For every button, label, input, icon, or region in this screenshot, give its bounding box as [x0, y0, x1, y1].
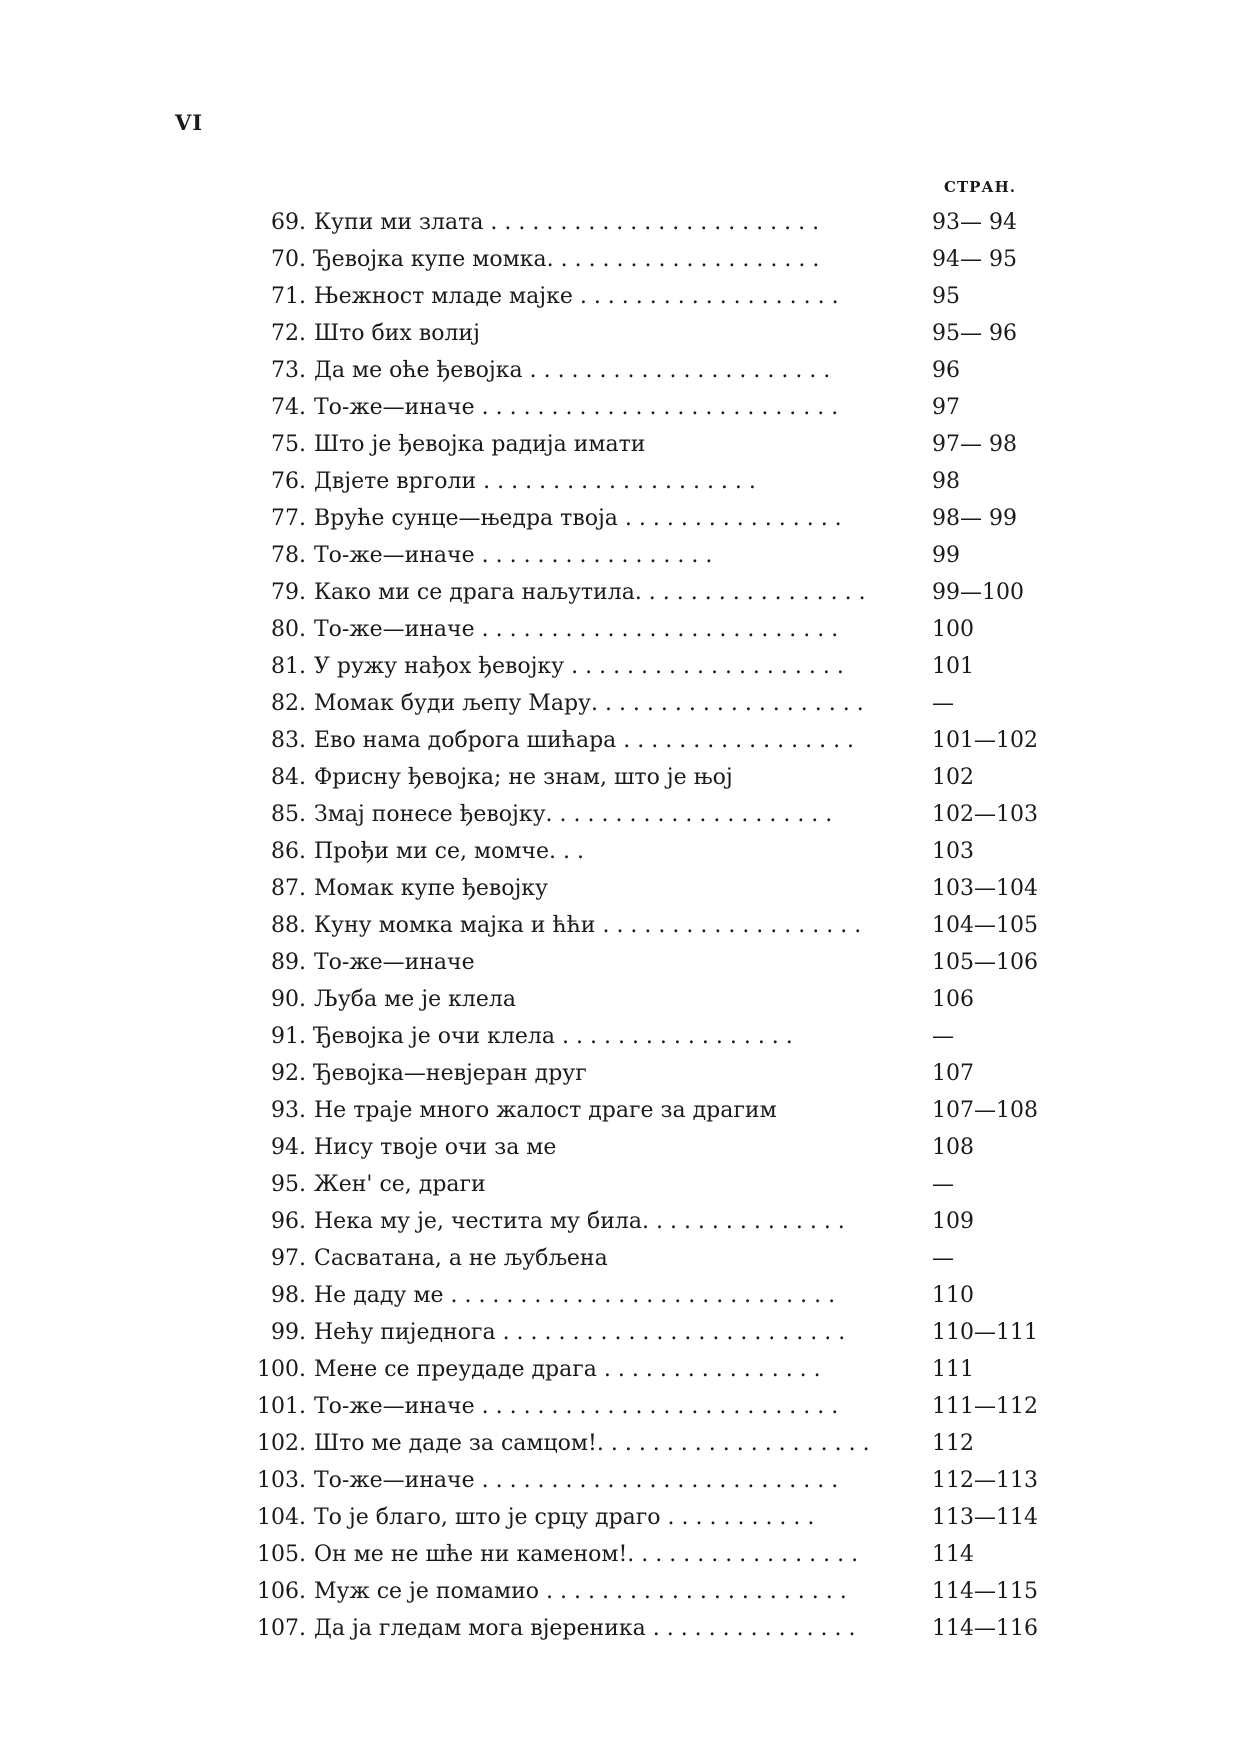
- entry-pages: 94— 95: [932, 247, 1017, 272]
- entry-pages: 110—111: [932, 1320, 1038, 1345]
- entry-title: То је благо, што је срцу драго . . . . . . . . . . .: [314, 1505, 815, 1530]
- table-of-contents: [240, 204, 1060, 1647]
- entry-number: 76.: [271, 469, 306, 494]
- entry-number: 69.: [271, 210, 306, 235]
- entry-pages: 112—113: [932, 1468, 1038, 1493]
- entry-number: 91.: [271, 1024, 306, 1049]
- entry-number: 97.: [271, 1246, 306, 1271]
- entry-pages: 99: [932, 543, 960, 568]
- entry-number: 81.: [271, 654, 306, 679]
- toc-entry: [240, 1462, 1060, 1499]
- entry-title: Што ме даде за самцом!. . . . . . . . . . . . . . . . . . . .: [314, 1431, 870, 1456]
- entry-pages: 101: [932, 654, 974, 679]
- entry-pages: 99—100: [932, 580, 1024, 605]
- entry-title: Нећу пиједнога . . . . . . . . . . . . . . . . . . . . . . . . .: [314, 1320, 846, 1345]
- entry-pages: 111: [932, 1357, 974, 1382]
- entry-title: Вруће сунце—њедра твоја . . . . . . . . . . . . . . . .: [314, 506, 842, 531]
- entry-title: Муж се је помамио . . . . . . . . . . . . . . . . . . . . . .: [314, 1579, 847, 1604]
- toc-entry: [240, 611, 1060, 648]
- entry-title: Ђевојка купе момка. . . . . . . . . . . . . . . . . . . .: [314, 247, 820, 272]
- pages-column-header: СТРАН.: [944, 178, 1016, 196]
- entry-pages: 109: [932, 1209, 974, 1234]
- toc-entry: [240, 907, 1060, 944]
- toc-entry: [240, 1351, 1060, 1388]
- entry-title: То-же—иначе . . . . . . . . . . . . . . . . . . . . . . . . . .: [314, 1394, 839, 1419]
- entry-title: Момак купе ђевојку: [314, 876, 548, 901]
- toc-entry: [240, 1055, 1060, 1092]
- entry-number: 92.: [271, 1061, 306, 1086]
- entry-number: 96.: [271, 1209, 306, 1234]
- toc-entry: [240, 241, 1060, 278]
- toc-entry: [240, 1499, 1060, 1536]
- entry-number: 80.: [271, 617, 306, 642]
- entry-pages: 98— 99: [932, 506, 1017, 531]
- entry-number: 104.: [257, 1505, 306, 1530]
- toc-entry: [240, 944, 1060, 981]
- toc-entry: [240, 1536, 1060, 1573]
- entry-pages: 113—114: [932, 1505, 1038, 1530]
- toc-entry: [240, 278, 1060, 315]
- entry-number: 106.: [257, 1579, 306, 1604]
- entry-number: 79.: [271, 580, 306, 605]
- entry-number: 90.: [271, 987, 306, 1012]
- entry-number: 83.: [271, 728, 306, 753]
- entry-title: То-же—иначе: [314, 950, 475, 975]
- entry-number: 107.: [257, 1616, 306, 1641]
- entry-pages: 97— 98: [932, 432, 1017, 457]
- entry-number: 77.: [271, 506, 306, 531]
- toc-entry: [240, 500, 1060, 537]
- entry-pages: 112: [932, 1431, 974, 1456]
- toc-entry: [240, 722, 1060, 759]
- toc-entry: [240, 1240, 1060, 1277]
- entry-title: Мене се преудаде драга . . . . . . . . . . . . . . . .: [314, 1357, 821, 1382]
- entry-number: 84.: [271, 765, 306, 790]
- entry-pages: 102—103: [932, 802, 1038, 827]
- entry-number: 73.: [271, 358, 306, 383]
- entry-number: 101.: [257, 1394, 306, 1419]
- entry-title: Двјете врголи . . . . . . . . . . . . . . . . . . . .: [314, 469, 756, 494]
- toc-entry: [240, 1314, 1060, 1351]
- entry-number: 86.: [271, 839, 306, 864]
- entry-title: Ђевојка је очи клела . . . . . . . . . . . . . . . . .: [314, 1024, 793, 1049]
- entry-number: 89.: [271, 950, 306, 975]
- entry-number: 71.: [271, 284, 306, 309]
- entry-pages: 95: [932, 284, 960, 309]
- entry-title: Не даду ме . . . . . . . . . . . . . . . . . . . . . . . . . . . .: [314, 1283, 836, 1308]
- entry-pages: 111—112: [932, 1394, 1038, 1419]
- entry-pages: 105—106: [932, 950, 1038, 975]
- entry-title: Момак буди љепу Мару. . . . . . . . . . . . . . . . . . . .: [314, 691, 864, 716]
- entry-pages: 107—108: [932, 1098, 1038, 1123]
- toc-entry: [240, 389, 1060, 426]
- entry-pages: 114—116: [932, 1616, 1038, 1641]
- entry-pages: 103: [932, 839, 974, 864]
- page-number: VI: [175, 110, 204, 135]
- toc-entry: [240, 796, 1060, 833]
- entry-pages: 95— 96: [932, 321, 1017, 346]
- toc-entry: [240, 1129, 1060, 1166]
- entry-title: Прођи ми се, момче. . .: [314, 839, 584, 864]
- entry-title: Што је ђевојка радија имати: [314, 432, 646, 457]
- entry-title: Што бих волиј: [314, 321, 480, 346]
- entry-pages: 98: [932, 469, 960, 494]
- toc-entry: [240, 1277, 1060, 1314]
- entry-pages: 110: [932, 1283, 974, 1308]
- toc-entry: [240, 1203, 1060, 1240]
- entry-number: 70.: [271, 247, 306, 272]
- entry-pages: 102: [932, 765, 974, 790]
- entry-title: Љуба ме је клела: [314, 987, 516, 1012]
- entry-number: 78.: [271, 543, 306, 568]
- entry-number: 102.: [257, 1431, 306, 1456]
- toc-entry: [240, 1388, 1060, 1425]
- toc-entry: [240, 204, 1060, 241]
- toc-entry: [240, 648, 1060, 685]
- entry-number: 105.: [257, 1542, 306, 1567]
- entry-title: Да ја гледам мога вјереника . . . . . . . . . . . . . . .: [314, 1616, 856, 1641]
- entry-pages: 97: [932, 395, 960, 420]
- entry-title: То-же—иначе . . . . . . . . . . . . . . . . . . . . . . . . . .: [314, 395, 839, 420]
- entry-title: Купи ми злата . . . . . . . . . . . . . . . . . . . . . . . .: [314, 210, 820, 235]
- entry-title: Змај понесе ђевојку. . . . . . . . . . . . . . . . . . . . .: [314, 802, 833, 827]
- entry-number: 100.: [257, 1357, 306, 1382]
- entry-pages: —: [932, 1024, 954, 1049]
- entry-title: То-же—иначе . . . . . . . . . . . . . . . . . . . . . . . . . .: [314, 1468, 839, 1493]
- entry-number: 94.: [271, 1135, 306, 1160]
- entry-number: 85.: [271, 802, 306, 827]
- toc-entry: [240, 352, 1060, 389]
- entry-title: Не траје много жалост драге за драгим: [314, 1098, 777, 1123]
- toc-entry: [240, 1092, 1060, 1129]
- entry-title: Куну момка мајка и ћћи . . . . . . . . . . . . . . . . . . .: [314, 913, 862, 938]
- entry-title: Да ме оће ђевојка . . . . . . . . . . . . . . . . . . . . . .: [314, 358, 831, 383]
- entry-title: Како ми се драга наљутила. . . . . . . . . . . . . . . . .: [314, 580, 866, 605]
- entry-pages: —: [932, 1246, 954, 1271]
- entry-pages: —: [932, 1172, 954, 1197]
- toc-entry: [240, 463, 1060, 500]
- entry-number: 88.: [271, 913, 306, 938]
- entry-title: У ружу нађох ђевојку . . . . . . . . . . . . . . . . . . . .: [314, 654, 844, 679]
- toc-entry: [240, 870, 1060, 907]
- entry-pages: 106: [932, 987, 974, 1012]
- entry-title: Ђевојка—невјеран друг: [314, 1061, 587, 1086]
- toc-entry: [240, 1018, 1060, 1055]
- entry-pages: 96: [932, 358, 960, 383]
- toc-entry: [240, 1166, 1060, 1203]
- entry-number: 87.: [271, 876, 306, 901]
- toc-entry: [240, 537, 1060, 574]
- entry-pages: 107: [932, 1061, 974, 1086]
- entry-number: 98.: [271, 1283, 306, 1308]
- entry-number: 99.: [271, 1320, 306, 1345]
- entry-title: Фрисну ђевојка; не знам, што је њој: [314, 765, 733, 790]
- toc-entry: [240, 981, 1060, 1018]
- entry-pages: 93— 94: [932, 210, 1017, 235]
- entry-title: Нека му је, честита му била. . . . . . . . . . . . . . .: [314, 1209, 845, 1234]
- entry-pages: 101—102: [932, 728, 1038, 753]
- entry-number: 82.: [271, 691, 306, 716]
- entry-title: Нису твоје очи за ме: [314, 1135, 557, 1160]
- entry-pages: 108: [932, 1135, 974, 1160]
- entry-number: 75.: [271, 432, 306, 457]
- toc-entry: [240, 759, 1060, 796]
- entry-title: Сасватана, а не љубљена: [314, 1246, 608, 1271]
- entry-pages: —: [932, 691, 954, 716]
- entry-number: 95.: [271, 1172, 306, 1197]
- toc-entry: [240, 833, 1060, 870]
- entry-pages: 103—104: [932, 876, 1038, 901]
- entry-number: 103.: [257, 1468, 306, 1493]
- entry-number: 93.: [271, 1098, 306, 1123]
- entry-title: То-же—иначе . . . . . . . . . . . . . . . . .: [314, 543, 713, 568]
- entry-title: Жен' се, драги: [314, 1172, 486, 1197]
- entry-pages: 114: [932, 1542, 974, 1567]
- toc-entry: [240, 1425, 1060, 1462]
- entry-number: 74.: [271, 395, 306, 420]
- toc-entry: [240, 426, 1060, 463]
- entry-pages: 100: [932, 617, 974, 642]
- entry-title: Он ме не шће ни каменом!. . . . . . . . . . . . . . . . .: [314, 1542, 859, 1567]
- toc-entry: [240, 574, 1060, 611]
- entry-pages: 114—115: [932, 1579, 1038, 1604]
- entry-title: То-же—иначе . . . . . . . . . . . . . . . . . . . . . . . . . .: [314, 617, 839, 642]
- toc-entry: [240, 1610, 1060, 1647]
- entry-pages: 104—105: [932, 913, 1038, 938]
- entry-number: 72.: [271, 321, 306, 346]
- toc-entry: [240, 1573, 1060, 1610]
- toc-entry: [240, 685, 1060, 722]
- entry-title: Ево нама доброга шићара . . . . . . . . . . . . . . . . .: [314, 728, 855, 753]
- entry-title: Њежност младе мајке . . . . . . . . . . . . . . . . . . .: [314, 284, 839, 309]
- toc-entry: [240, 315, 1060, 352]
